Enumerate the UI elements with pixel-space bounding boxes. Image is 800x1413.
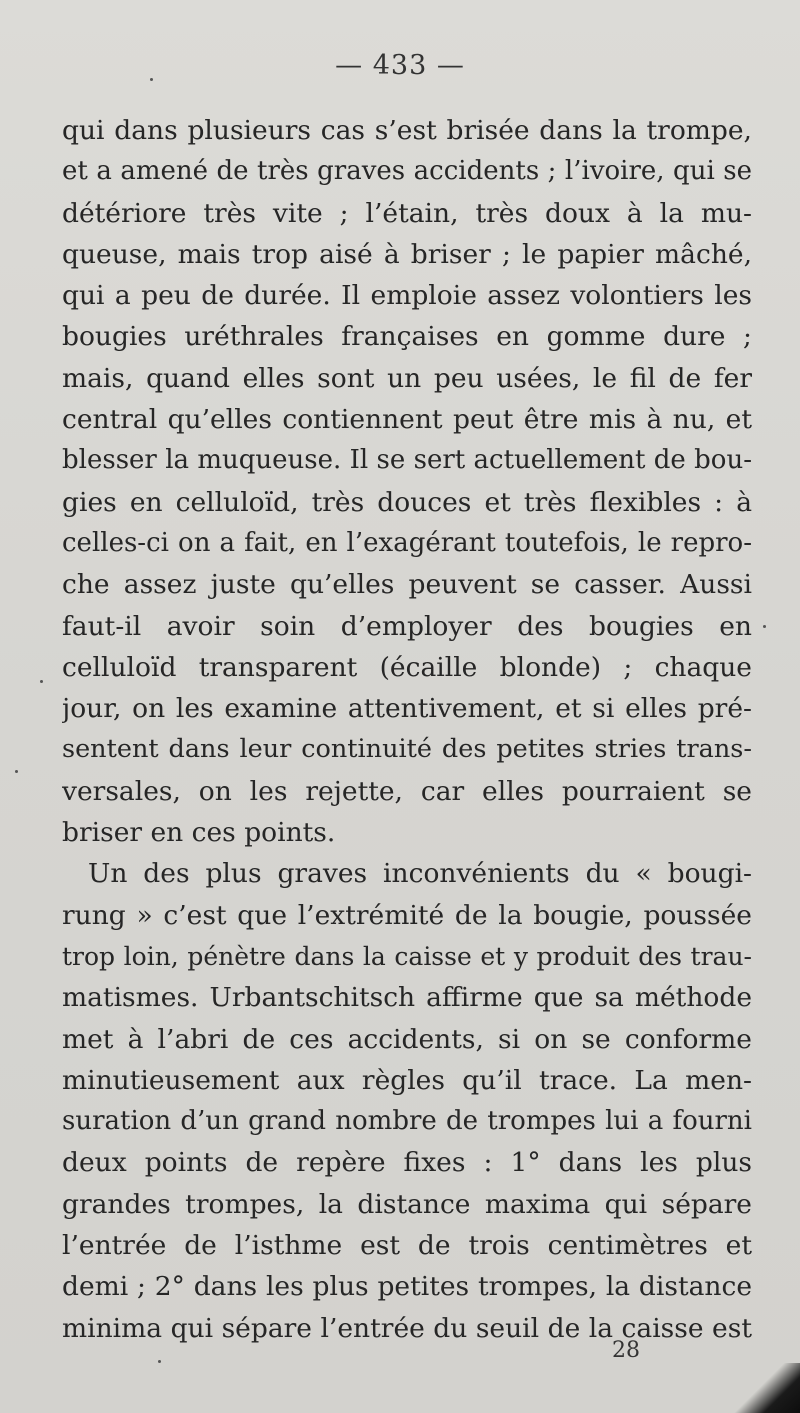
text-line: mais, quand elles sont un peu usées, le fil de fer [62,362,752,394]
text-line: minutieusement aux règles qu’il trace. La men- [62,1064,752,1096]
text-line: che assez juste qu’elles peuvent se casser. Aussi [62,569,752,601]
paper-speck [150,78,153,81]
text-line: sentent dans leur continuité des petites stries trans- [62,734,752,765]
page-number: — 433 — [335,50,465,81]
text-line: qui a peu de durée. Il emploie assez volontiers les [62,280,752,312]
text-line: blesser la muqueuse. Il se sert actuellement de bou- [62,445,752,476]
body-text [62,110,752,1349]
paper-speck [158,1360,161,1363]
text-line: qui dans plusieurs cas s’est brisée dans la trompe, [62,115,752,146]
paper-speck [763,625,766,628]
text-line: celles-ci on a fait, en l’exagérant toutefois, le repro- [62,527,752,558]
paper-speck [40,680,43,683]
text-line: grandes trompes, la distance maxima qui sépare [62,1188,752,1220]
text-line: met à l’abri de ces accidents, si on se conforme [62,1023,752,1055]
text-line: faut-il avoir soin d’employer des bougies en [62,610,752,642]
paragraph-end-line: briser en ces points. [62,817,336,849]
text-line: suration d’un grand nombre de trompes lui a fourni [62,1106,752,1137]
text-line: trop loin, pénètre dans la caisse et y produit des trau- [62,941,752,971]
paper-speck [15,770,18,773]
text-line: versales, on les rejette, car elles pourraient se [62,775,752,807]
page-edge-shadow [730,1363,800,1413]
text-line: rung » c’est que l’extrémité de la bougie, poussée [62,899,752,931]
text-line: deux points de repère fixes : 1° dans les plus [62,1147,752,1179]
signature-mark: 28 [612,1338,640,1363]
text-line: demi ; 2° dans les plus petites trompes, la distance [62,1271,752,1303]
text-line: gies en celluloïd, très douces et très flexibles : à [62,486,752,518]
text-line: détériore très vite ; l’étain, très doux à la mu- [62,197,752,229]
text-line: celluloïd transparent (écaille blonde) ; chaque [62,651,752,683]
text-line: central qu’elles contiennent peut être mis à nu, et [62,404,752,436]
text-line: l’entrée de l’isthme est de trois centimètres et [62,1230,752,1262]
paragraph-start-line: Un des plus graves inconvénients du « bougi- [88,858,752,890]
text-line: bougies uréthrales françaises en gomme dure ; [62,321,752,353]
text-line: queuse, mais trop aisé à briser ; le papier mâché, [62,238,752,270]
text-line: jour, on les examine attentivement, et si elles pré- [62,693,752,725]
text-line: minima qui sépare l’entrée du seuil de la caisse est [62,1312,752,1344]
text-line: matismes. Urbantschitsch affirme que sa méthode [62,982,752,1014]
text-line: et a amené de très graves accidents ; l’ivoire, qui se [62,156,752,187]
